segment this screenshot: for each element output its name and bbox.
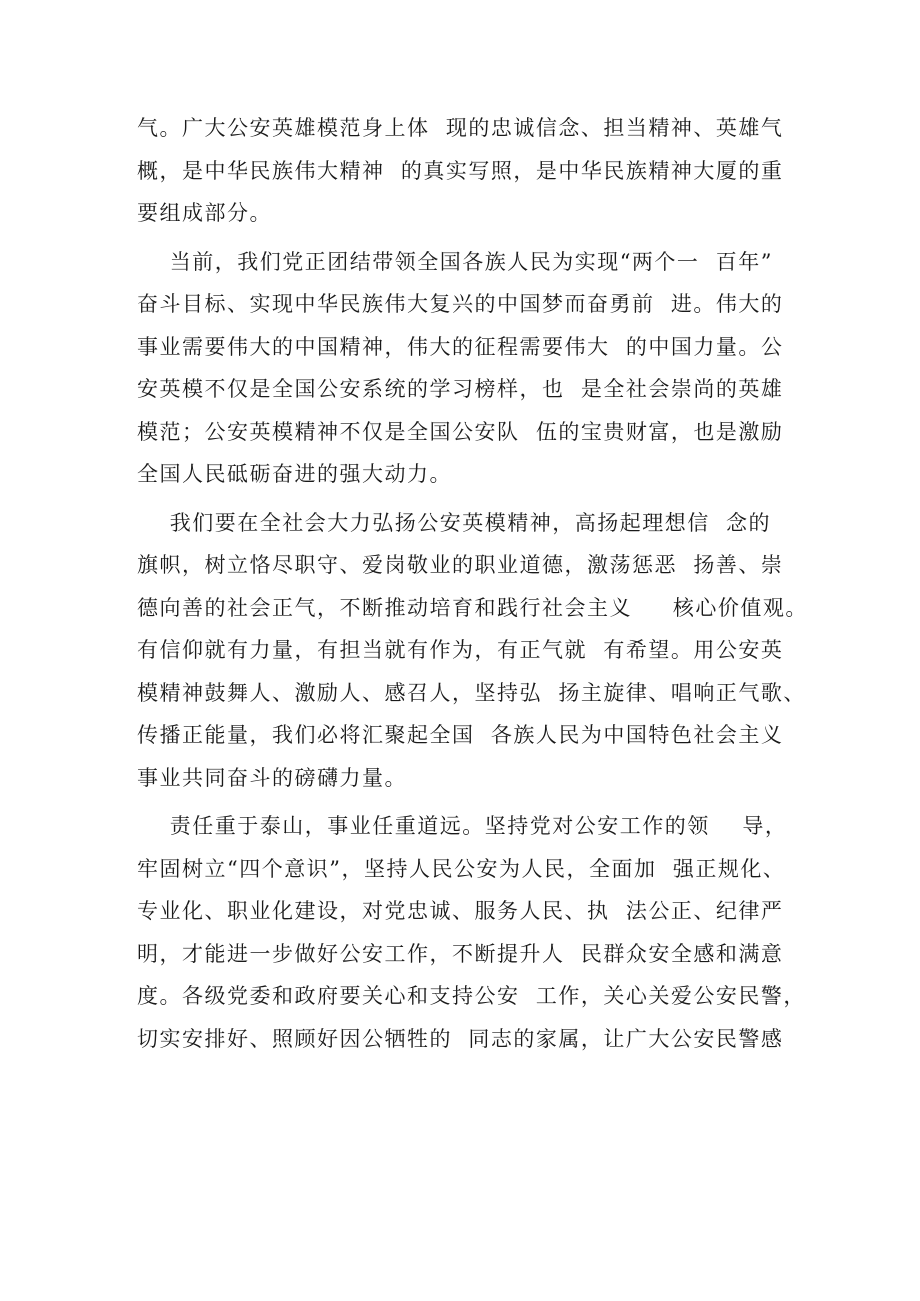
paragraph-1 (137, 107, 797, 235)
text-line: 我们要在全社会大力弘扬公安英模精神，高扬起理想信 念的 (137, 510, 772, 535)
text-line: 责任重于泰山，事业任重道远。坚持党对公安工作的领 导， (137, 814, 788, 838)
text-line: 事业共同奋斗的磅礴力量。 (137, 765, 407, 790)
text-line: 明，才能进一步做好公安工作，不断提升人 民群众安全感和满意 (137, 941, 784, 966)
text-line: 奋斗目标、实现中华民族伟大复兴的中国梦而奋勇前 进。伟大的 (137, 292, 784, 316)
text-line: 当前，我们党正团结带领全国各族人民为实现“两个一 百年” (137, 249, 774, 274)
text-line: 传播正能量，我们必将汇聚起全国 各族人民为中国特色社会主义 (137, 723, 784, 747)
text-line: 度。各级党委和政府要关心和支持公安 工作，关心关爱公安民警， (137, 984, 806, 1008)
text-line: 要组成部分。 (137, 201, 272, 225)
text-line: 德向善的社会正气，不断推动培育和践行社会主义 核心价值观。 (137, 595, 808, 620)
text-line: 气。广大公安英雄模范身上体 现的忠诚信念、担当精神、英雄气 (137, 116, 784, 140)
paragraph-4 (137, 805, 806, 1060)
document-body (137, 107, 808, 1066)
text-line: 概，是中华民族伟大精神 的真实写照，是中华民族精神大厦的重 (137, 158, 784, 183)
text-line: 切实安排好、照顾好因公牺牲的 同志的家属，让广大公安民警感 (137, 1026, 784, 1051)
text-line: 安英模不仅是全国公安系统的学习榜样，也 是全社会崇尚的英雄 (137, 377, 784, 401)
text-line: 模精神鼓舞人、激励人、感召人，坚持弘 扬主旋律、唱响正气歌、 (137, 680, 806, 705)
text-line: 牢固树立“四个意识”，坚持人民公安为人民，全面加 强正规化、 (137, 856, 786, 881)
text-line: 有信仰就有力量，有担当就有作为，有正气就 有希望。用公安英 (137, 638, 784, 662)
paragraph-3 (137, 502, 808, 800)
text-line: 全国人民砥砺奋进的强大动力。 (137, 462, 452, 486)
text-line: 专业化、职业化建设，对党忠诚、服务人民、执 法公正、纪律严 (137, 899, 784, 923)
paragraph-2 (137, 241, 797, 496)
text-line: 事业需要伟大的中国精神，伟大的征程需要伟大 的中国力量。公 (137, 334, 784, 359)
text-line: 模范；公安英模精神不仅是全国公安队 伍的宝贵财富，也是激励 (137, 419, 784, 444)
text-line: 旗帜，树立恪尽职守、爱岗敬业的职业道德，激荡惩恶 扬善、崇 (137, 553, 784, 577)
